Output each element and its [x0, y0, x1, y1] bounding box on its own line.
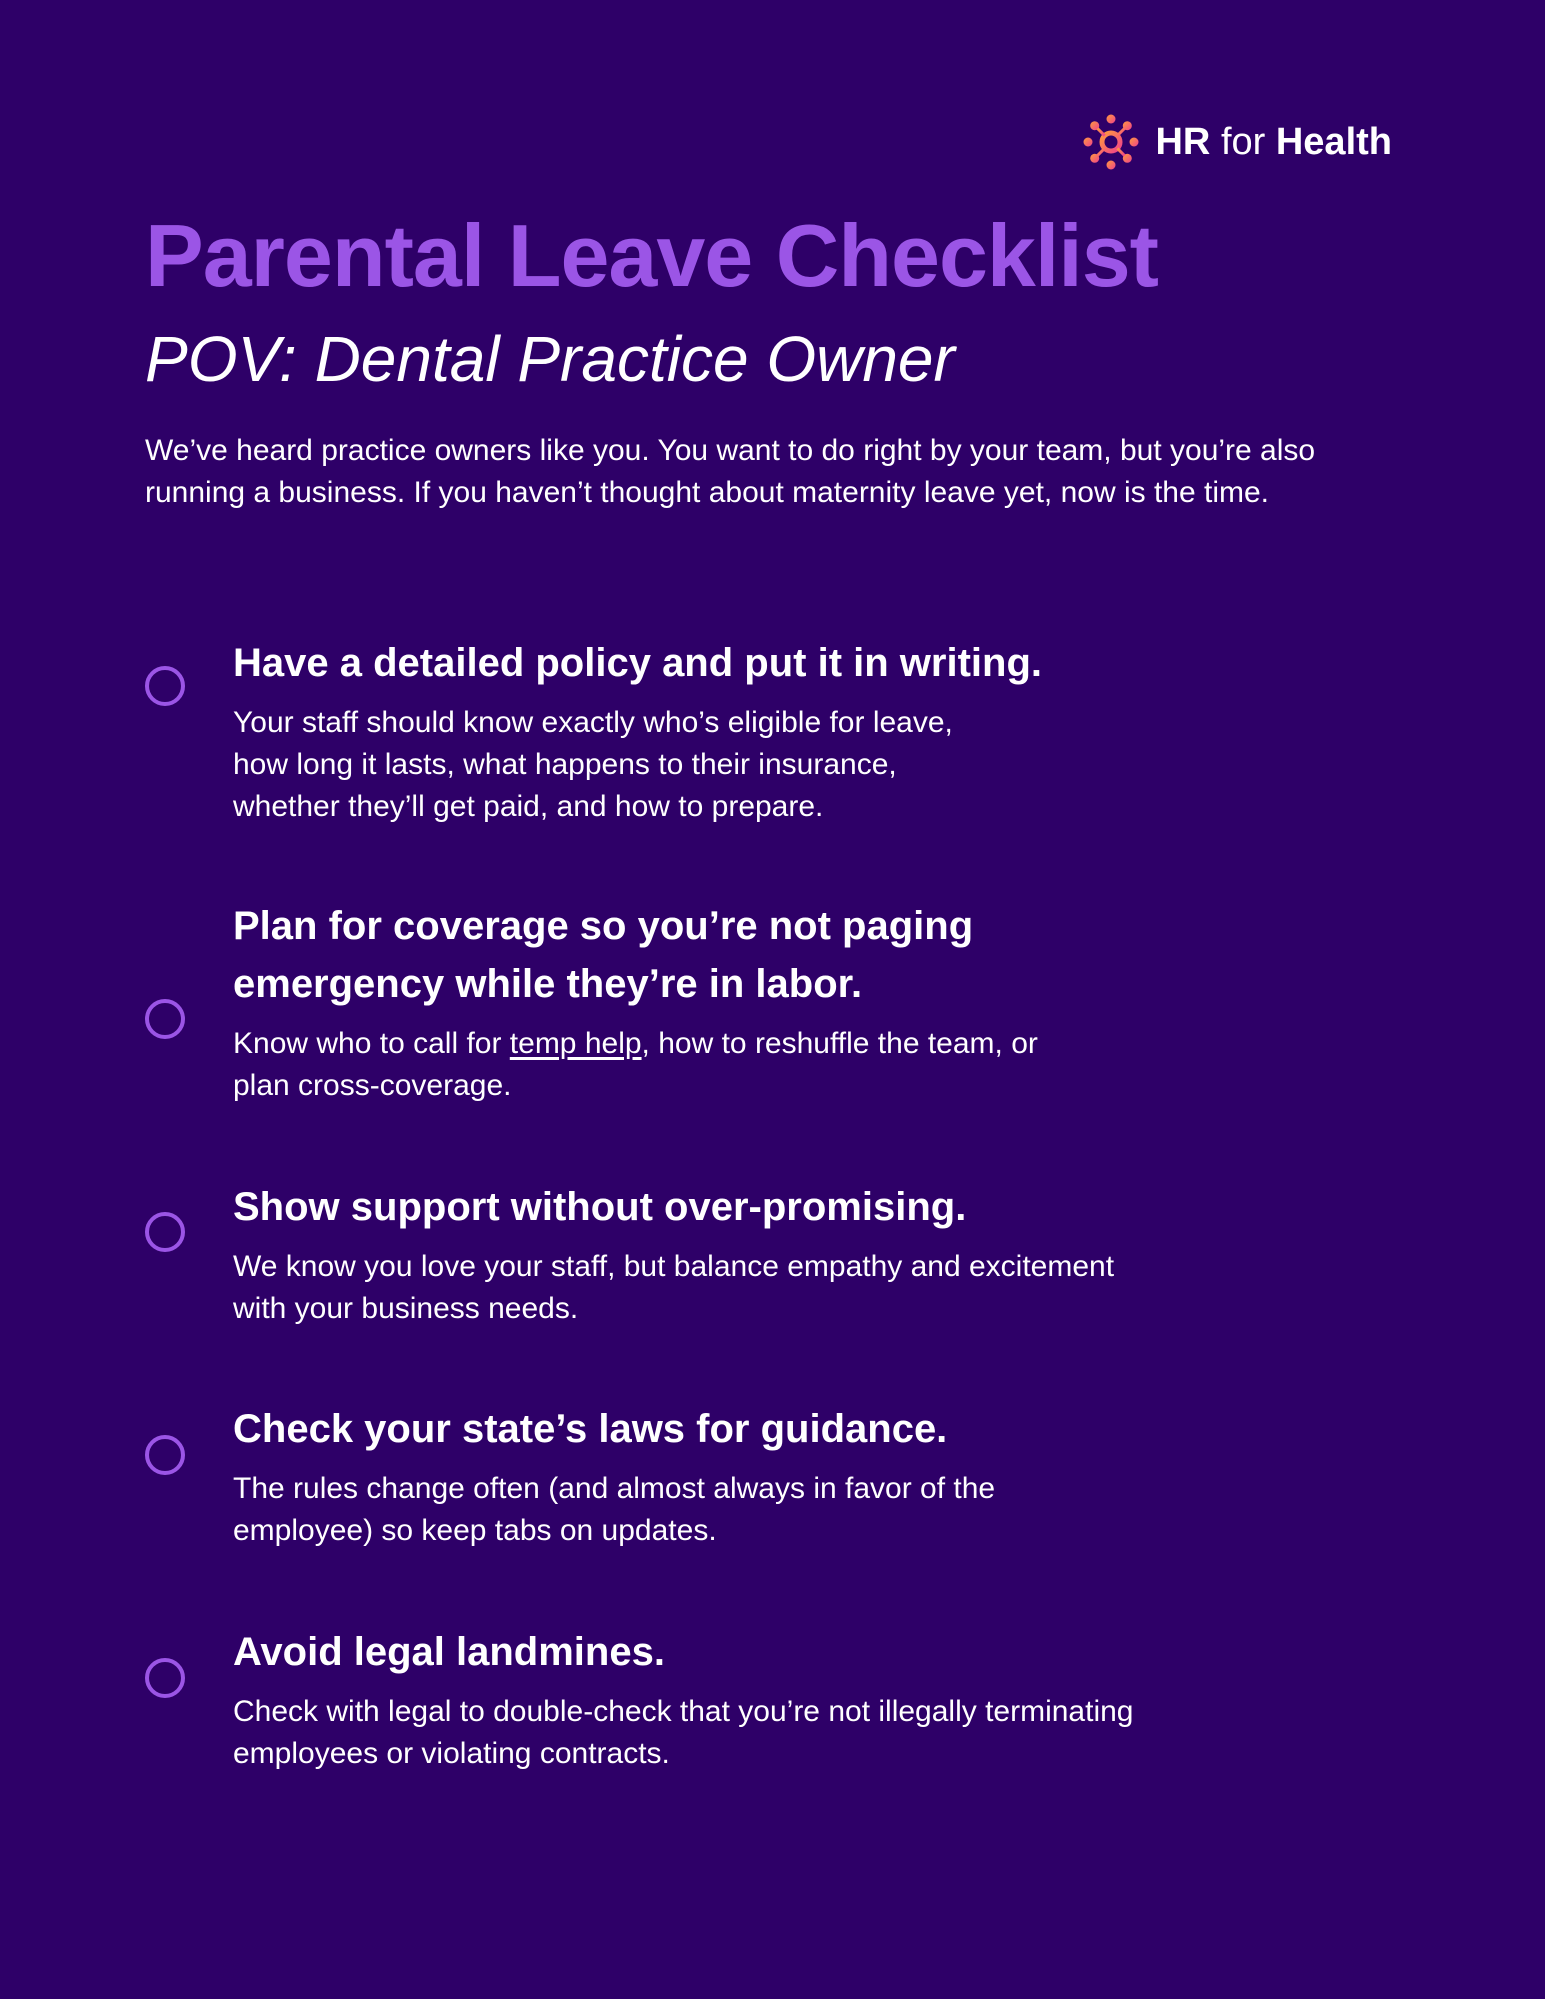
checklist-description [233, 1246, 1114, 1330]
checklist-item-body [233, 1178, 1114, 1330]
checklist-heading: Have a detailed policy and put it in writing. [233, 641, 1043, 685]
checklist-description [233, 1468, 995, 1552]
checklist-checkbox[interactable] [145, 666, 185, 706]
checklist-heading [233, 897, 1038, 1013]
desc-text: , how to reshuffle the team, or [641, 1027, 1038, 1060]
desc-line: Your staff should know exactly who’s eligible for leave, [233, 706, 953, 739]
checklist-description [233, 702, 1042, 828]
checklist-item-body [233, 897, 1038, 1107]
desc-line: Check with legal to double-check that you’re not illegally terminating [233, 1695, 1134, 1728]
brand-name [1155, 121, 1392, 164]
desc-line: whether they’ll get paid, and how to prepare. [233, 790, 824, 823]
sun-flower-logo-icon [1081, 112, 1141, 172]
desc-line: The rules change often (and almost always in favor of the [233, 1472, 996, 1505]
checklist-checkbox[interactable] [145, 999, 185, 1039]
checklist-description [233, 1023, 1038, 1107]
heading-line: emergency while they’re in labor. [233, 962, 863, 1006]
desc-line: how long it lasts, what happens to their insurance, [233, 748, 897, 781]
brand-name-health: Health [1275, 120, 1392, 163]
checklist-heading: Check your state’s laws for guidance. [233, 1407, 948, 1451]
checklist-heading: Avoid legal landmines. [233, 1630, 665, 1674]
checklist-item-body [233, 634, 1042, 828]
desc-line: employee) so keep tabs on updates. [233, 1514, 717, 1547]
checklist-item-body [233, 1623, 1133, 1775]
page-title: Parental Leave Checklist [145, 206, 1158, 305]
desc-line: with your business needs. [233, 1292, 579, 1325]
brand-name-hr: HR [1155, 120, 1211, 163]
checklist-checkbox[interactable] [145, 1658, 185, 1698]
desc-text: Know who to call for [233, 1027, 510, 1060]
brand-logo [1081, 112, 1392, 172]
heading-line: Plan for coverage so you’re not paging [233, 904, 974, 948]
page-subtitle: POV: Dental Practice Owner [145, 323, 955, 395]
desc-line: We know you love your staff, but balance empathy and excitement [233, 1250, 1115, 1283]
checklist-heading: Show support without over-promising. [233, 1185, 967, 1229]
desc-line: employees or violating contracts. [233, 1737, 670, 1770]
desc-line: plan cross-coverage. [233, 1069, 512, 1102]
temp-help-link[interactable]: temp help [509, 1027, 642, 1060]
intro-paragraph: We’ve heard practice owners like you. You want to do right by your team, but you’re also running a business. If you haven’t thought about maternity leave yet, now is the time. [145, 434, 1316, 509]
checklist-item-body [233, 1400, 995, 1552]
checklist-checkbox[interactable] [145, 1435, 185, 1475]
checklist-checkbox[interactable] [145, 1212, 185, 1252]
brand-name-for: for [1220, 120, 1266, 163]
checklist-description [233, 1691, 1133, 1775]
